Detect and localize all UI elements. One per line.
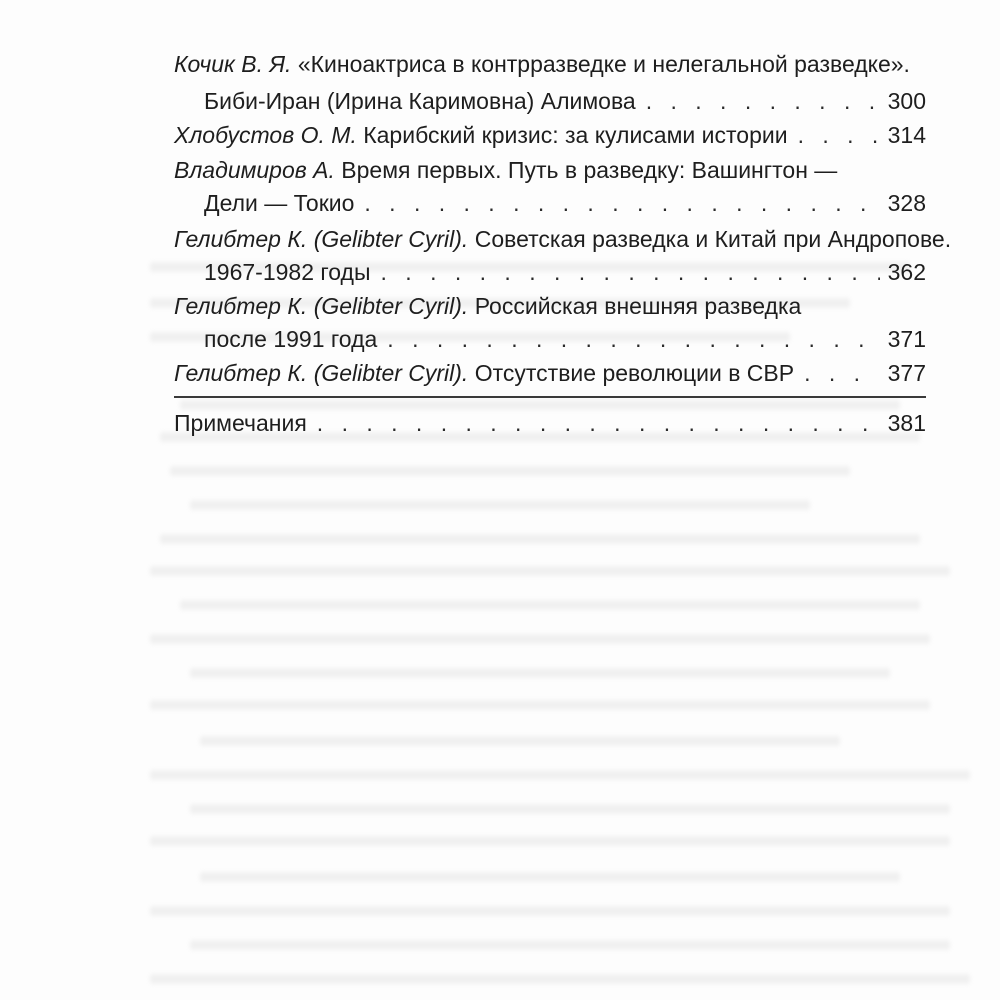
dot-leader (364, 186, 879, 220)
bleed-line (190, 940, 950, 950)
toc-entry-title: Советская разведка и Китай при Андропове. (474, 226, 952, 252)
bleed-line (150, 770, 970, 780)
bleed-line (180, 600, 920, 610)
toc-entry-line (174, 153, 837, 187)
toc-entry-title-continued: 1967-1982 годы (204, 259, 371, 285)
bleed-line (160, 534, 920, 544)
dot-leader (804, 356, 880, 390)
dot-leader (381, 255, 880, 289)
toc-entry-title: Время первых. Путь в разведку: Вашингтон — (341, 157, 838, 183)
toc-entry-page: 371 (887, 326, 926, 352)
table-of-contents (0, 0, 1000, 460)
bleed-line (200, 736, 840, 746)
toc-entry-page: 300 (887, 88, 926, 114)
toc-entry-line (204, 322, 926, 356)
toc-entry-title: «Киноактриса в контрразведке и нелегальной разведке». (297, 51, 910, 77)
toc-entry-title-continued: после 1991 года (204, 326, 378, 352)
bleed-line (190, 668, 890, 678)
toc-entry-line (204, 186, 926, 220)
toc-entry-line (174, 118, 926, 152)
toc-entry-line (174, 289, 801, 323)
dot-leader (798, 118, 880, 152)
toc-entry-author: Гелибтер К. (Gelibter Cyril). (174, 360, 469, 386)
toc-entry-title-continued: Биби-Иран (Ирина Каримовна) Алимова (204, 88, 636, 114)
bleed-line (150, 566, 950, 576)
bleed-line (150, 974, 970, 984)
toc-entry-author: Владимиров А. (174, 157, 335, 183)
toc-entry-author: Хлобустов О. М. (174, 122, 357, 148)
bleed-line (190, 500, 810, 510)
toc-entry-line (174, 222, 951, 256)
toc-entry-line (174, 356, 926, 390)
dot-leader (387, 322, 879, 356)
toc-entry-author: Гелибтер К. (Gelibter Cyril). (174, 293, 469, 319)
bleed-line (150, 836, 950, 846)
toc-entry-author: Кочик В. Я. (174, 51, 292, 77)
toc-entry-title: Российская внешняя разведка (474, 293, 802, 319)
dot-leader (317, 406, 880, 440)
toc-entry-author: Гелибтер К. (Gelibter Cyril). (174, 226, 469, 252)
toc-entry-line (204, 255, 926, 289)
bleed-line (200, 872, 900, 882)
toc-notes-page: 381 (887, 410, 926, 436)
bleed-line (190, 804, 950, 814)
toc-entry-page: 328 (887, 190, 926, 216)
toc-entry-line (174, 406, 926, 440)
bleed-line (150, 906, 950, 916)
section-divider (174, 396, 926, 398)
toc-entry-page: 362 (887, 259, 926, 285)
dot-leader (646, 84, 880, 118)
toc-entry-title: Отсутствие революции в СВР (474, 360, 795, 386)
toc-entry-title: Карибский кризис: за кулисами истории (363, 122, 788, 148)
bleed-line (150, 634, 930, 644)
toc-entry-title-continued: Дели — Токио (204, 190, 355, 216)
toc-entry-line (204, 84, 926, 118)
bleed-line (150, 700, 930, 710)
toc-entry-line (174, 47, 910, 81)
toc-notes-label: Примечания (174, 410, 307, 436)
bleed-line (170, 466, 850, 476)
toc-entry-page: 314 (887, 122, 926, 148)
toc-entry-page: 377 (887, 360, 926, 386)
